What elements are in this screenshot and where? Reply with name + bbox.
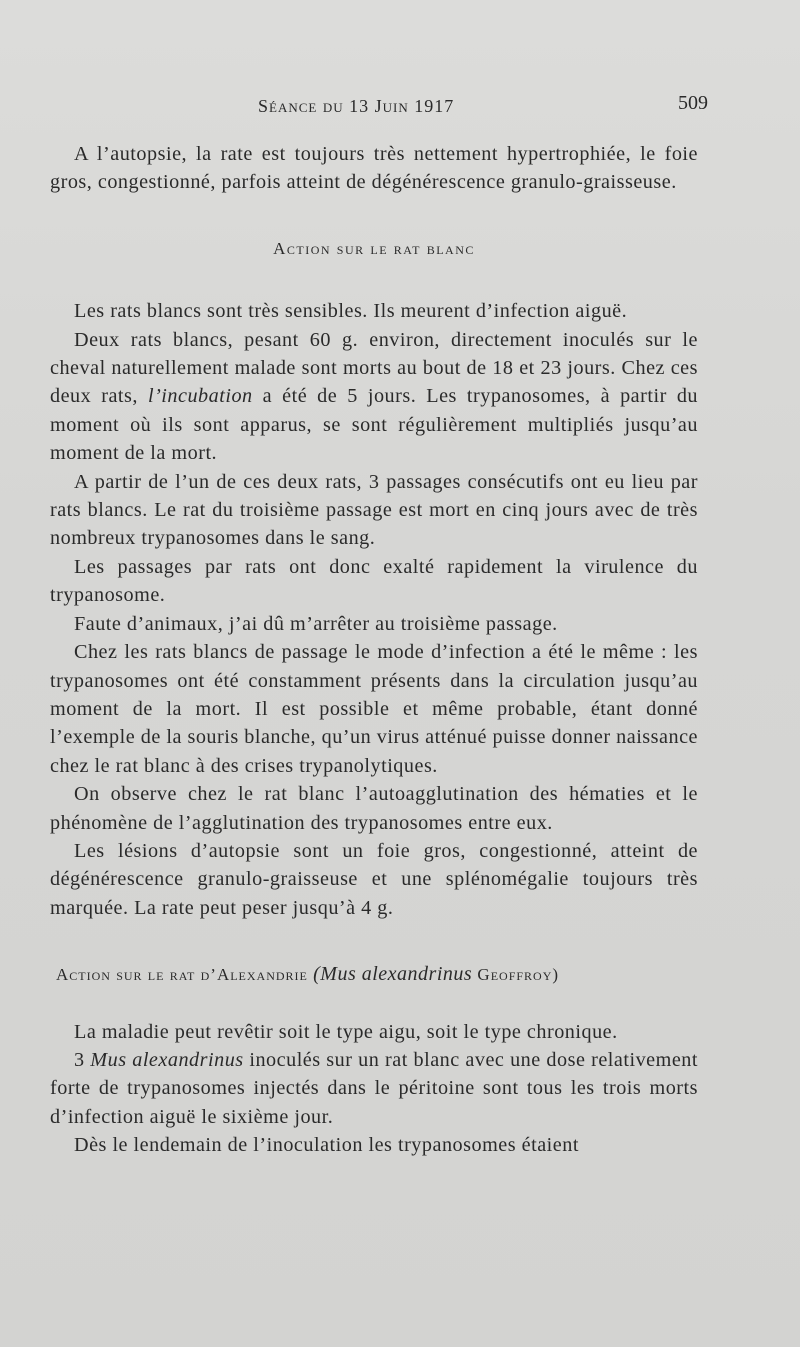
paragraph-autopsy: A l’autopsie, la rate est toujours très nettement hypertrophiée, le foie gros, congestionné, parfois atteint de dégénérescence granulo-graisseuse. <box>50 143 698 194</box>
heading-scientific-name: (Mus alexandrinus <box>313 963 473 986</box>
text-span: Deux rats blancs, pesant 60 g. environ, directement inoculés sur le cheval naturellement malade sont morts au bout de 18 et 23 jours. Chez ces deux rats, <box>50 328 698 408</box>
body-text <box>50 140 698 1160</box>
section-heading-rat-blanc: Action sur le rat blanc <box>273 238 475 258</box>
heading-text: Action sur le rat d’Alexandrie <box>56 965 314 985</box>
running-head: Séance du 13 Juin 1917 <box>258 96 455 116</box>
paragraph-infection-mode: Chez les rats blancs de passage le mode d’infection a été le même : les trypanosomes ont été constamment présents dans la circulation jusqu’au moment de la mort. Il est possible et même probable, étant donné l’exemple de la souris blanche, qu’un virus atténué puisse donner naissance chez le rat blanc à des crises trypanolytiques. <box>50 641 698 777</box>
heading-author: Geoffroy) <box>472 965 560 985</box>
text-span: inoculés sur un rat blanc avec une dose relativement forte de trypanosomes injectés dans le péritoine sont tous les trois morts d’infection aiguë le sixième jour. <box>50 1048 698 1128</box>
text-span: 3 <box>74 1048 91 1071</box>
page-header <box>0 92 800 122</box>
text-span: a été de 5 jours. Les trypanosomes, à partir du moment où ils sont apparus, se sont régulièrement multipliés jusqu’au moment de la mort. <box>50 385 699 465</box>
paragraph-two-rats <box>50 326 698 468</box>
paragraph-next-day: Dès le lendemain de l’inoculation les trypanosomes étaient <box>74 1134 579 1157</box>
paragraph-mus-inoculation <box>50 1046 698 1131</box>
paragraph-sensitivity: Les rats blancs sont très sensibles. Ils meurent d’infection aiguë. <box>74 300 628 323</box>
paragraph-passages: A partir de l’un de ces deux rats, 3 passages consécutifs ont eu lieu par rats blancs. Le rat du troisième passage est mort en cinq jours avec de très nombreux trypanosomes dans le sang. <box>50 470 698 550</box>
page-number: 509 <box>678 92 708 114</box>
italic-term-incubation: l’incubation <box>147 385 253 408</box>
italic-species-name: Mus alexandrinus <box>90 1048 244 1071</box>
paragraph-agglutination: On observe chez le rat blanc l’autoagglutination des hématies et le phénomène de l’agglutination des trypanosomes entre eux. <box>50 783 698 834</box>
paragraph-lesions: Les lésions d’autopsie sont un foie gros, congestionné, atteint de dégénérescence granulo-graisseuse et une splénomégalie toujours très marquée. La rate peut peser jusqu’à 4 g. <box>50 839 698 919</box>
paragraph-disease-types: La maladie peut revêtir soit le type aigu, soit le type chronique. <box>74 1020 618 1043</box>
paragraph-virulence: Les passages par rats ont donc exalté rapidement la virulence du trypanosome. <box>50 555 698 607</box>
section-heading-rat-alexandrie <box>56 960 698 989</box>
paragraph-third-passage: Faute d’animaux, j’ai dû m’arrêter au troisième passage. <box>74 612 558 635</box>
